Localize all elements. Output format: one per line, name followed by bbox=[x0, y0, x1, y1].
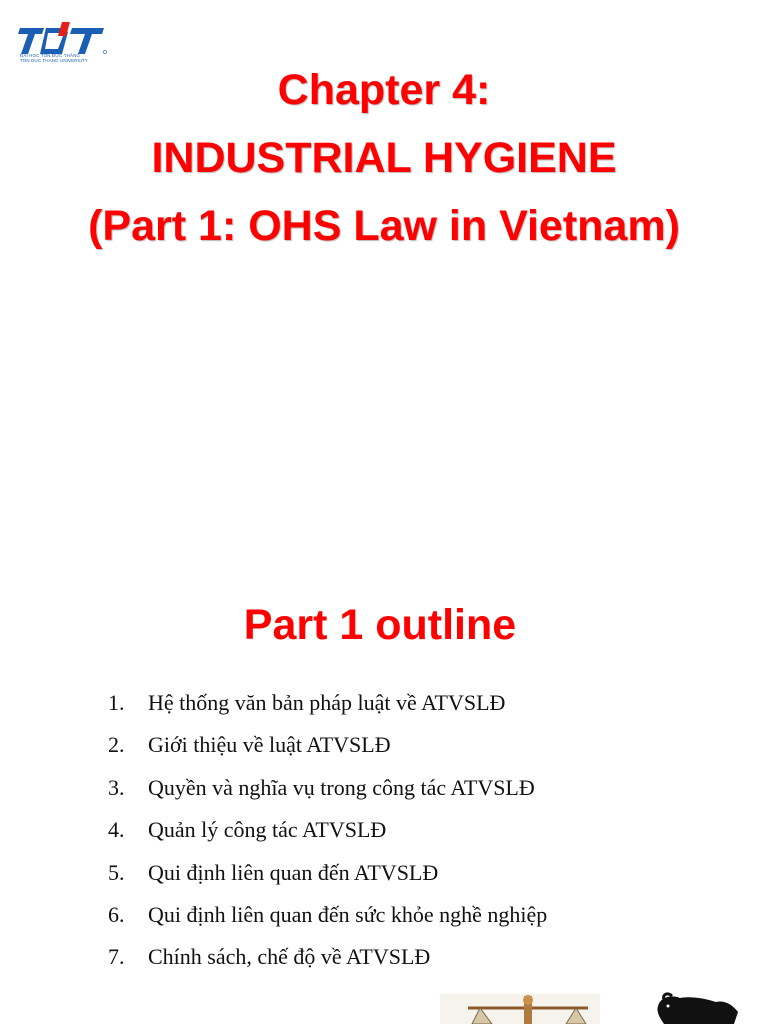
title-line-part: (Part 1: OHS Law in Vietnam) bbox=[88, 202, 680, 250]
item-number: 7. bbox=[108, 944, 125, 970]
item-text: Chính sách, chế độ về ATVSLĐ bbox=[148, 944, 431, 970]
list-item bbox=[108, 726, 547, 768]
item-text: Hệ thống văn bản pháp luật về ATVSLĐ bbox=[148, 690, 506, 715]
title-line-chapter: Chapter 4: bbox=[277, 66, 491, 114]
item-text: Qui định liên quan đến ATVSLĐ bbox=[148, 859, 439, 885]
item-number: 4. bbox=[108, 817, 125, 843]
item-text: Giới thiệu về luật ATVSLĐ bbox=[148, 732, 391, 758]
outline-title: Part 1 outline bbox=[243, 601, 517, 649]
item-number: 1. bbox=[108, 690, 125, 715]
outline-list bbox=[108, 684, 547, 981]
slide-divider bbox=[0, 560, 768, 561]
item-number: 2. bbox=[108, 732, 125, 758]
scales-of-justice-image bbox=[440, 994, 600, 1024]
list-item bbox=[108, 811, 547, 853]
item-text: Quản lý công tác ATVSLĐ bbox=[148, 817, 387, 843]
title-line-topic: INDUSTRIAL HYGIENE bbox=[151, 134, 617, 182]
list-item bbox=[108, 769, 547, 811]
item-number: 6. bbox=[108, 901, 125, 927]
bull-image bbox=[650, 992, 740, 1024]
tdt-logo-icon bbox=[18, 22, 108, 56]
item-text: Qui định liên quan đến sức khỏe nghề nghiệp bbox=[148, 901, 548, 927]
list-item bbox=[108, 896, 547, 938]
list-item bbox=[108, 854, 547, 896]
item-text: Quyền và nghĩa vụ trong công tác ATVSLĐ bbox=[148, 774, 535, 800]
logo-caption-line2: TON DUC THANG UNIVERSITY bbox=[20, 58, 88, 63]
item-number: 3. bbox=[108, 774, 125, 800]
logo-caption-line1: ĐẠI HỌC TÔN ĐỨC THẮNG bbox=[20, 53, 81, 58]
item-number: 5. bbox=[108, 859, 125, 885]
list-item bbox=[108, 938, 547, 980]
chapter-title bbox=[0, 56, 768, 260]
list-item bbox=[108, 684, 547, 726]
